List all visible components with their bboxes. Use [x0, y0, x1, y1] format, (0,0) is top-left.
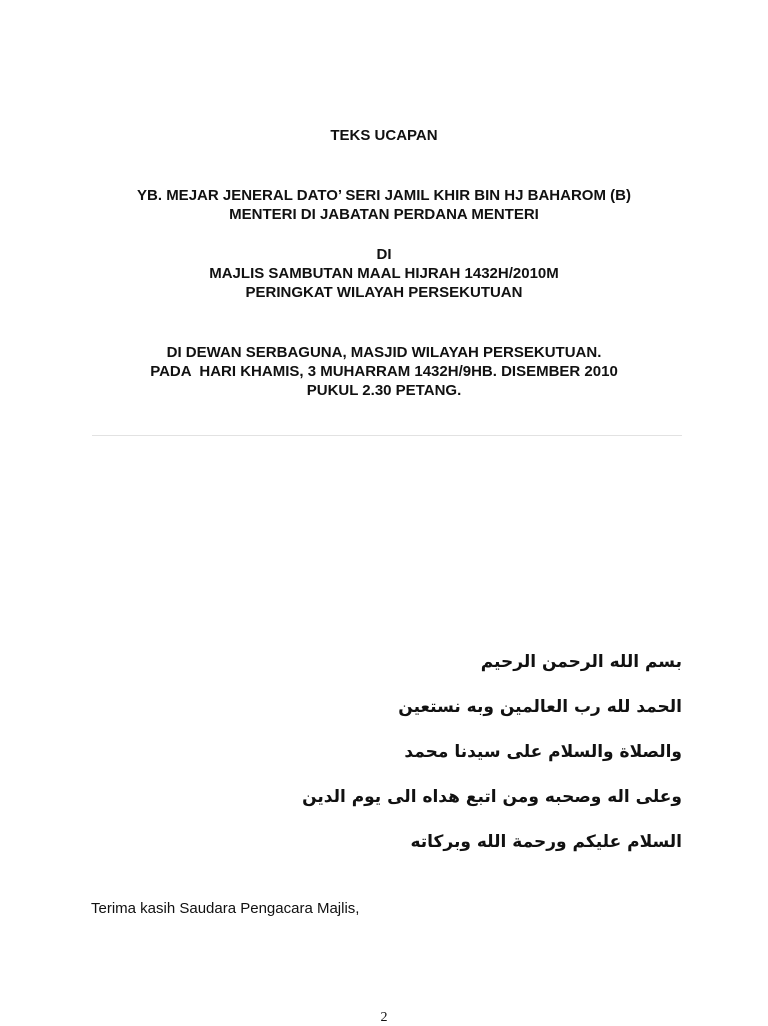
- event-line: DI: [376, 246, 392, 263]
- arabic-line: والصلاة والسلام على سيدنا محمد: [404, 742, 682, 762]
- event-line: PERINGKAT WILAYAH PERSEKUTUAN: [245, 284, 523, 301]
- document-title: [60, 126, 708, 145]
- speaker-name: YB. MEJAR JENERAL DATO’ SERI JAMIL KHIR BIN HJ BAHAROM (B): [137, 187, 631, 204]
- time-line: PUKUL 2.30 PETANG.: [306, 382, 462, 399]
- divider: [92, 435, 682, 436]
- arabic-line: وعلى اله وصحبه ومن اتبع هداه الى يوم الدين: [302, 787, 682, 807]
- date-line: PADA HARI KHAMIS, 3 MUHARRAM 1432H/9HB. DISEMBER 2010: [150, 363, 618, 380]
- venue-line: DI DEWAN SERBAGUNA, MASJID WILAYAH PERSEKUTUAN.: [166, 344, 602, 361]
- event-block: [60, 245, 708, 302]
- arabic-line: السلام عليكم ورحمة الله وبركاته: [410, 832, 682, 852]
- arabic-line: بسم الله الرحمن الرحيم: [480, 652, 682, 672]
- speaker-position: MENTERI DI JABATAN PERDANA MENTERI: [229, 206, 539, 223]
- arabic-line: الحمد لله رب العالمين وبه نستعين: [398, 697, 682, 717]
- speaker-block: [60, 186, 708, 224]
- event-line: MAJLIS SAMBUTAN MAAL HIJRAH 1432H/2010M: [209, 265, 559, 282]
- arabic-opening: [82, 640, 682, 865]
- greeting-text: Terima kasih Saudara Pengacara Majlis,: [91, 900, 360, 917]
- page-number: 2: [380, 1010, 388, 1025]
- venue-block: [60, 343, 708, 400]
- title-text: TEKS UCAPAN: [330, 127, 438, 144]
